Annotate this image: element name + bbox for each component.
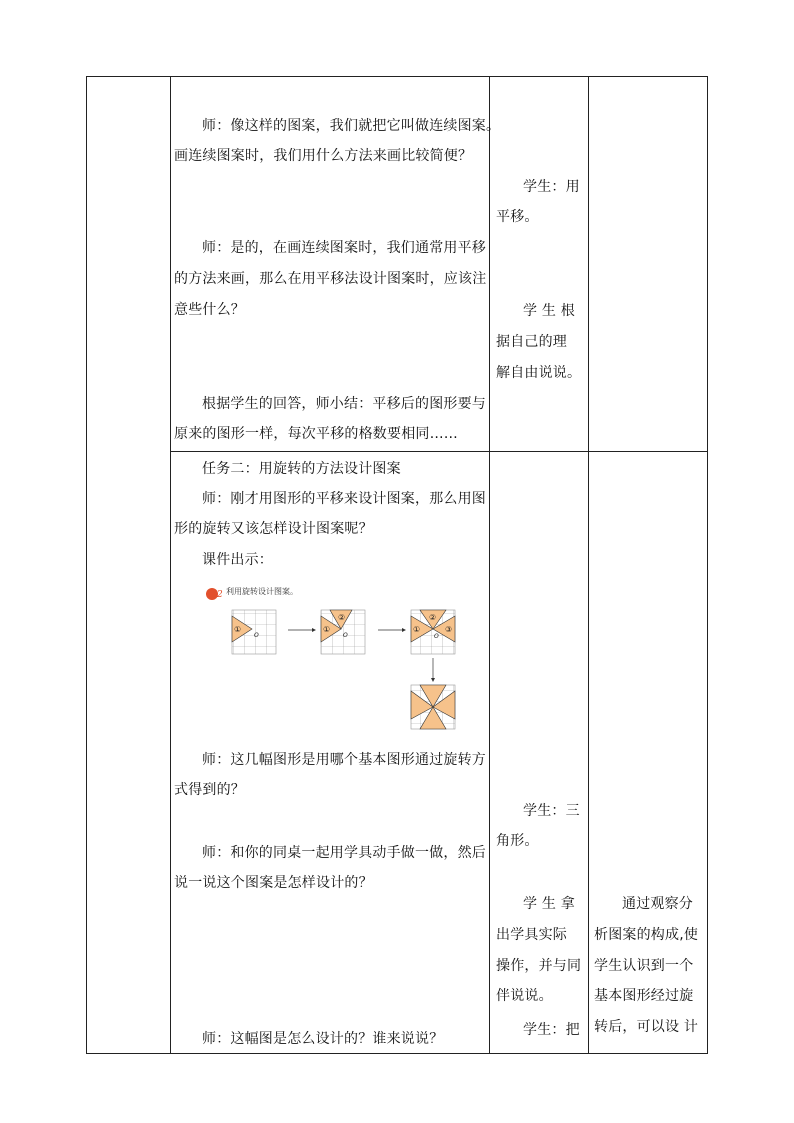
arrowhead-icon	[431, 678, 435, 682]
svg-text:O: O	[343, 632, 348, 639]
svg-text:①: ①	[413, 625, 421, 634]
student-text: 解自由说说。	[496, 365, 582, 381]
intent-text: 通过观察分	[622, 896, 693, 912]
intent-text: 学生认识到一个	[594, 958, 694, 974]
task-title: 任务二：用旋转的方法设计图案	[202, 461, 401, 477]
rotation-figure	[200, 580, 470, 740]
center-label: O	[254, 632, 259, 639]
grid-step-3	[411, 610, 455, 654]
column-divider-2	[489, 76, 490, 1054]
teacher-text: 师：和你的同桌一起用学具动手做一做，然后	[202, 845, 486, 861]
figure-caption: 利用旋转设计图案。	[226, 587, 298, 596]
svg-text:①: ①	[323, 625, 331, 634]
student-text: 操作，并与同	[496, 958, 582, 974]
svg-text:②: ②	[338, 613, 346, 622]
row-divider	[170, 451, 708, 452]
student-text: 据自己的理	[496, 334, 567, 350]
student-text: 出学具实际	[496, 927, 567, 943]
intent-text: 转后，可以设 计	[594, 1019, 699, 1035]
table-right-border	[707, 76, 708, 1054]
label-1: ①	[234, 625, 242, 634]
student-text: 学生：三	[523, 803, 580, 819]
grid-step-1	[232, 610, 276, 654]
student-text: 学 生 根	[523, 303, 575, 319]
intent-text: 析图案的构成,使	[594, 927, 699, 943]
student-text: 角形。	[496, 833, 539, 849]
student-text: 伴说说。	[496, 988, 553, 1004]
svg-text:O: O	[434, 633, 439, 640]
grid-step-2	[321, 610, 365, 654]
teacher-text: 师：这幅图是怎么设计的？谁来说说？	[202, 1031, 444, 1047]
table-left-border	[86, 76, 87, 1054]
student-text: 平移。	[496, 209, 539, 225]
table-top-border	[86, 76, 708, 77]
teacher-text: 画连续图案时，我们用什么方法来画比较简便？	[174, 148, 473, 164]
badge-number: 2	[217, 590, 223, 600]
arrowhead-icon	[402, 628, 406, 632]
teacher-text: 意些什么？	[174, 302, 245, 318]
table-bottom-border	[86, 1053, 708, 1054]
svg-text:②: ②	[429, 613, 437, 622]
teacher-text: 师：像这样的图案，我们就把它叫做连续图案。	[202, 118, 501, 134]
teacher-text: 原来的图形一样，每次平移的格数要相同……	[174, 426, 458, 442]
teacher-text: 师：这几幅图形是用哪个基本图形通过旋转方	[202, 752, 486, 768]
teacher-text: 式得到的？	[174, 782, 245, 798]
teacher-text: 师：是的，在画连续图案时，我们通常用平移	[202, 240, 486, 256]
grid-step-4	[411, 685, 455, 729]
column-divider-1	[170, 76, 171, 1054]
student-text: 学生：用	[523, 179, 580, 195]
column-divider-3	[588, 76, 589, 1054]
teacher-text: 的方法来画，那么在用平移法设计图案时，应该注	[174, 271, 487, 287]
teacher-text: 师：刚才用图形的平移来设计图案，那么用图	[202, 491, 486, 507]
teacher-text: 说一说这个图案是怎样设计的？	[174, 875, 373, 891]
student-text: 学生：把	[523, 1022, 580, 1038]
teacher-text: 课件出示：	[202, 552, 273, 568]
svg-text:③: ③	[445, 625, 453, 634]
intent-text: 基本图形经过旋	[594, 988, 694, 1004]
teacher-text: 形的旋转又该怎样设计图案呢？	[174, 521, 373, 537]
teacher-text: 根据学生的回答，师小结：平移后的图形要与	[202, 396, 486, 412]
arrowhead-icon	[312, 628, 316, 632]
student-text: 学 生 拿	[523, 896, 575, 912]
badge-icon	[206, 588, 223, 600]
